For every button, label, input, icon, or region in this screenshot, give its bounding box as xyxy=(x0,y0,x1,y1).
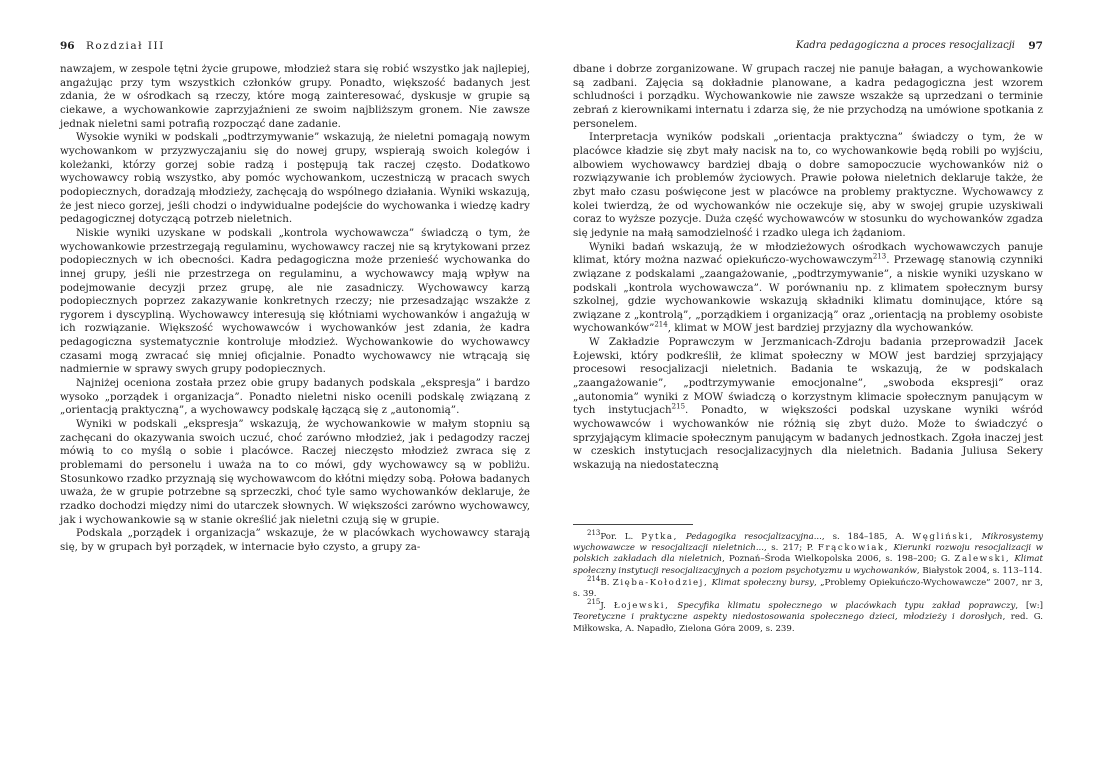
page-number: 97 xyxy=(1028,40,1043,52)
author-name: Łojewski, xyxy=(613,601,670,612)
paragraph: Interpretacja wyników podskali „orientacja praktyczna” świadczy o tym, że w placówce kładzie się zbyt mały nacisk na to, co wychowankowie będą robili po wyjściu, albowiem wychowawcy bardziej dbają o dobre samopoczucie wychowanków niż o rozwiązywanie ich problemów życiowych. Prawie połowa nieletnich deklaruje także, że zbyt mało czasu poświęcone jest w placówce na problemy praktyczne. Wychowawcy z kolei twierdzą, że od wychowanków nie oczekuje się, aby w swojej grupie uzyskiwali coraz to wyższe pozycje. Duża część wychowawców w stosunku do wychowanków zgadza się jedynie na małą samodzielność i rzadko ulega ich żądaniom. xyxy=(573,131,1043,239)
footnote-text: , „Problemy Opiekuńczo-Wychowawcze” 2007, nr 3, s. 39. xyxy=(573,577,1043,600)
footnote-text: , s. 217; P. xyxy=(764,543,814,554)
footnote-214 xyxy=(573,574,1043,600)
paragraph xyxy=(573,241,1043,337)
footnote-text: Por. L. xyxy=(600,532,634,542)
work-title: Specyfika klimatu społecznego w placówkach typu zakład poprawczy xyxy=(677,601,1016,612)
paragraph: Wysokie wyniki w podskali „podtrzymywanie” wskazują, że nieletni pomagają nowym wychowankom w przyzwyczajaniu się do nowej grupy, wspierają swoich kolegów i koleżanki, którzy gorzej sobie radzą i postępują tak raczej często. Dodatkowo wychowawcy robią wszystko, aby pomóc wychowankom, uczestniczą w pracach swych podopiecznych, doradzają młodzieży, zachęcają do wspólnego działania. Wyniki wskazują, że jest nieco gorzej, jeśli chodzi o indywidualne podejście do wychowanka i wiedzę kadry pedagogicznej dotyczącą potrzeb nieletnich. xyxy=(60,131,530,226)
paragraph-text: . Przewagę stanowią czynniki związane z podskalami „zaangażowanie, „podtrzymywanie”, a niskie wyniki uzyskano w podskali „kontrola wychowawcza”. W porównaniu np. z klimatem społecznym bursy szkolnej, gdzie wychowankowie wskazują składniki klimatu dominujące, które są związane z „kontrolą”, „porządkiem i organizacją” oraz „orientacją na problemy osobiste wychowanków” xyxy=(573,254,1043,335)
footnote-text: , Poznań–Środa Wielkopolska 2006, s. 198–200; G. xyxy=(722,554,951,565)
paragraph: dbane i dobrze zorganizowane. W grupach raczej nie panuje bałagan, a wychowankowie są zadbani. Zajęcia są dokładnie planowane, a kadra pedagogiczna jest wzorem schludności i porządku. Wychowankowie nie zawsze wszakże są uprzedzani o terminie zebrań z kierownikami internatu i zdarza się, że nie przychodzą na umówione spotkania z personelem. xyxy=(573,63,1043,130)
footnotes xyxy=(573,529,1044,636)
work-title: Mikrosystemy wychowawcze w resocjalizacji nieletnich... xyxy=(573,532,1044,554)
paragraph: Podskala „porządek i organizacja” wskazuje, że w placówkach wychowawcy starają się, by w grupach był porządek, w internacie było czysto, a grupy za- xyxy=(60,527,530,553)
paragraph-text: . Ponadto, w większości podskal uzyskane wyniki wśród wychowawców i wychowanków nie różnią się zbyt dużo. Może to świadczyć o sprzyjającym klimacie społecznym panującym w badanych jednostkach. Zgoła inaczej jest w czeskich instytucjach resocjalizacyjnych dla nieletnich. Badania Juliusa Sekery wskazują na niedostateczną xyxy=(573,404,1044,472)
work-title: Klimat społeczny bursy xyxy=(711,577,815,588)
work-title: Kierunki rozwoju resocjalizacji w polskich zakładach dla nieletnich xyxy=(573,543,1044,565)
footnote-number: 214 xyxy=(587,574,601,583)
paragraph: nawzajem, w zespole tętni życie grupowe, młodzież stara się robić wszystko jak najlepiej, angażując przy tym wszystkich członków grupy. Ponadto, większość badanych jest zdania, że w ośrodkach są rzeczy, które mogą zainteresować, dyskusje w grupie są ciekawe, a wychowankowie zaprzyjaźnieni ze swoim najbliższym gronem. Nie zawsze jednak nieletni sami potrafią rozpocząć dane zadanie. xyxy=(60,63,530,130)
left-page xyxy=(60,0,530,781)
footnote-text: , red. G. Miłkowska, A. Napadło, Zielona Góra 2009, s. 239. xyxy=(573,612,1043,634)
footnote-number: 215 xyxy=(587,598,601,607)
work-title: Klimat społeczny instytucji resocjalizacyjnych a poziom psychotyzmu u wychowanków xyxy=(573,554,1044,576)
paragraph: Niskie wyniki uzyskane w podskali „kontrola wychowawcza” świadczą o tym, że wychowankowie przestrzegają regulaminu, wychowawcy raczej nie są krytykowani przez podopiecznych w ich obecności. Kadra pedagogiczna może przenieść wychowanka do innej grupy, jeśli nie przestrzega on regulaminu, a wychowawcy mają wpływ na podejmowanie decyzji przez grupę, ale nie zasadniczy. Wychowawcy karzą podopiecznych poprzez zakazywanie konkretnych rzeczy; nie przesadzając wszakże z rygorem i dyscypliną. Wychowawcy interesują się kłótniami wychowanków i angażują w ich rozwiązanie. Większość wychowawców i wychowanków jest zdania, że kadra pedagogiczna systematycznie kontroluje młodzież. Wychowankowie do wychowawcy czasami mogą zwracać się mniej oficjalnie. Ponadto wychowawcy nie wtrącają się nadmiernie w sprawy swych grupy podopiecznych. xyxy=(60,226,530,376)
footnote-ref: 214 xyxy=(654,321,668,330)
right-page xyxy=(573,0,1043,781)
paragraph xyxy=(573,336,1043,473)
paragraph-text: , klimat w MOW jest bardziej przyjazny dla wychowanków. xyxy=(667,322,974,335)
footnote-number: 213 xyxy=(587,529,601,538)
paragraph: Najniżej oceniona została przez obie grupy badanych podskala „ekspresja” i bardzo wysoko „porządek i organizacja”. Ponadto nieletni nisko ocenili podskalę związaną z „orientacją praktyczną”, a wychowawcy podskalę łączącą się z „autonomią”. xyxy=(60,377,530,417)
footnote-215 xyxy=(573,598,1043,635)
chapter-title: Rozdział III xyxy=(86,40,165,52)
footnote-text: , [w:] xyxy=(1015,601,1043,612)
footnote-text: B. xyxy=(600,577,610,588)
left-page-header xyxy=(60,40,530,56)
left-page-body xyxy=(60,63,530,555)
paragraph: Wyniki w podskali „ekspresja” wskazują, że wychowankowie w małym stopniu są zachęcani do okazywania swoich uczuć, choć zarówno młodzież, jak i pedagodzy raczej mówią to co myślą o sobie i placówce. Raczej nieczęsto młodzież zwraca się z problemami do personelu i uważa na to co mówi, gdy wychowawcy są w pobliżu. Stosunkowo rzadko przyznają się wychowawcom do kłótni między sobą. Połowa badanych uważa, że w grupie potrzebne są sprzeczki, choć tyle samo wychowanków deklaruje, że rzadko dochodzi między nimi do utarczek słownych. W większości zarówno wychowawcy, jak i wychowankowie są w stanie określić jak nieletni czują się w grupie. xyxy=(60,418,530,526)
work-title: Pedagogika resocjalizacyjna... xyxy=(685,532,822,542)
footnote-ref: 213 xyxy=(872,252,887,261)
page-number: 96 xyxy=(60,40,75,52)
author-name: Pytka, xyxy=(641,532,678,542)
author-name: Zięba-Kołodziej, xyxy=(612,577,709,588)
footnote-213 xyxy=(573,529,1044,577)
work-title: Teoretyczne i praktyczne aspekty niedostosowania społecznego dzieci, młodzieży i dorosłych xyxy=(573,612,1003,623)
footnote-text: , s. 184–185, A. xyxy=(821,532,905,542)
paragraph-text: Wyniki badań wskazują, że w młodzieżowych ośrodkach wychowawczych panuje klimat, który można nazwać opiekuńczo-wychowawczym xyxy=(573,240,1043,267)
paragraph-text: W Zakładzie Poprawczym w Jerzmanicach-Zdroju badania przeprowadził Jacek Łojewski, który podkreślił, że klimat społeczny w MOW jest bardziej sprzyjający procesowi resocjalizacji nieletnich. Badania te wskazują, że w podskalach „zaangażowanie”, „podtrzymywanie emocjonalne”, „swoboda ekspresji” oraz „autonomia” wyniki z MOW świadczą o korzystnym klimacie społecznym panującym w tych instytucjach xyxy=(573,336,1043,417)
right-page-body xyxy=(573,63,1043,473)
author-name: Węgliński, xyxy=(912,532,974,542)
footnote-separator xyxy=(573,524,693,525)
author-name: Frąckowiak, xyxy=(817,543,890,554)
footnote-text: , Białystok 2004, s. 113–114. xyxy=(916,565,1043,576)
running-title: Kadra pedagogiczna a proces resocjalizacji xyxy=(795,40,1015,51)
right-page-header xyxy=(573,40,1043,56)
footnote-text: J. xyxy=(600,601,606,612)
author-name: Zalewski, xyxy=(954,554,1011,565)
footnote-ref: 215 xyxy=(671,402,686,411)
